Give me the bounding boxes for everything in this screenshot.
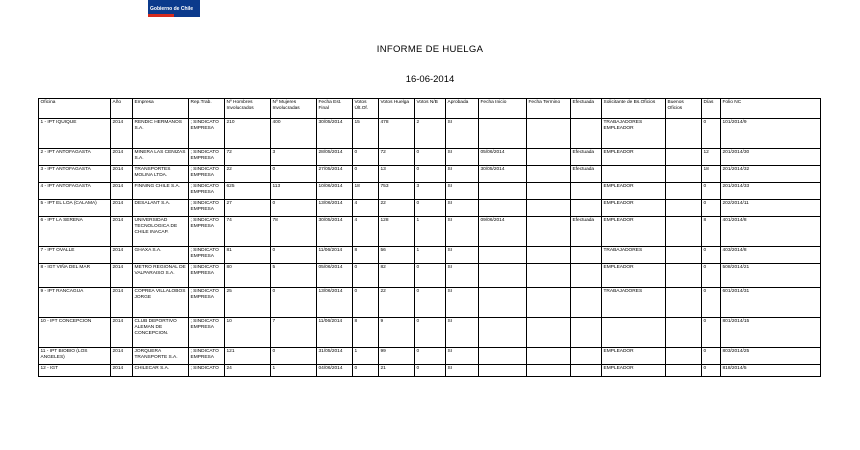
cell-empresa: CLUB DEPORTIVO ALEMAN DE CONCEPCION. [133,318,189,348]
cell-solicitante [602,318,666,348]
cell-buenos [666,149,702,166]
column-header: Folio NC [721,99,821,119]
cell-termino [527,288,571,318]
cell-fecha-final: 31/05/2014 [317,348,353,365]
cell-anio: 2014 [111,247,133,264]
cell-efectuada: Efectuada [571,217,602,247]
cell-votos-nb: 0 [415,348,446,365]
cell-empresa: CHILECAR S.A. [133,365,189,377]
cell-votos-nb: 0 [415,200,446,217]
cell-dias: 18 [702,166,721,183]
cell-efectuada [571,183,602,200]
cell-mujeres: 5 [271,264,317,288]
cell-aprobada: SI [446,264,479,288]
column-header: Efectuada [571,99,602,119]
cell-folio: 201/2014/30 [721,149,821,166]
cell-inicio [479,318,527,348]
cell-hombres: 81 [225,247,271,264]
column-header: Buenos Oficios [666,99,702,119]
cell-empresa: JORQUERA TRANSPORTE S.A. [133,348,189,365]
cell-solicitante [602,166,666,183]
cell-votos-ult: 1 [353,348,379,365]
cell-aprobada: SI [446,365,479,377]
cell-anio: 2014 [111,149,133,166]
cell-rep: ; SINDICATO EMPRESA [189,200,225,217]
cell-hombres: 121 [225,348,271,365]
cell-aprobada: SI [446,247,479,264]
cell-buenos [666,119,702,149]
cell-rep: ; SINDICATO EMPRESA [189,119,225,149]
cell-efectuada: Efectuada [571,149,602,166]
cell-votos-huelga: 13 [379,166,415,183]
table-row [39,217,821,247]
cell-inicio [479,288,527,318]
cell-rep: ; SINDICATO EMPRESA [189,318,225,348]
cell-anio: 2014 [111,183,133,200]
table-row [39,365,821,377]
cell-rep: ; SINDICATO EMPRESA [189,247,225,264]
cell-hombres: 80 [225,264,271,288]
cell-fecha-final: 28/05/2014 [317,149,353,166]
logo-text: Gobierno de Chile [150,6,194,12]
cell-oficina: 4 - IPT ANTOFAGASTA [39,183,111,200]
cell-dias: 0 [702,318,721,348]
column-header: Fecha Termino [527,99,571,119]
cell-aprobada: SI [446,288,479,318]
cell-hombres: 25 [225,288,271,318]
column-header: Votos N/B [415,99,446,119]
cell-folio: 202/2014/11 [721,200,821,217]
cell-fecha-final: 13/06/2014 [317,200,353,217]
cell-folio: 601/2014/31 [721,288,821,318]
cell-rep: ; SINDICATO EMPRESA [189,166,225,183]
cell-mujeres: 0 [271,288,317,318]
cell-inicio: 30/05/2014 [479,166,527,183]
cell-buenos [666,183,702,200]
cell-efectuada [571,247,602,264]
cell-votos-huelga: 478 [379,119,415,149]
cell-rep: ; SINDICATO EMPRESA [189,288,225,318]
cell-votos-huelga: 22 [379,200,415,217]
cell-votos-ult: 15 [353,119,379,149]
cell-empresa: COPREA VILLALOBOS JORGE [133,288,189,318]
cell-fecha-final: 11/06/2014 [317,318,353,348]
cell-dias: 0 [702,365,721,377]
cell-votos-ult: 4 [353,217,379,247]
cell-solicitante: EMPLEADOR [602,149,666,166]
cell-solicitante: EMPLEADOR [602,217,666,247]
cell-votos-huelga: 99 [379,348,415,365]
cell-oficina: 7 - IPT OVALLE [39,247,111,264]
column-header: Días [702,99,721,119]
table-row [39,183,821,200]
cell-mujeres: 400 [271,119,317,149]
cell-dias: 0 [702,348,721,365]
cell-empresa: GHAXA S.A. [133,247,189,264]
cell-mujeres: 0 [271,166,317,183]
cell-votos-nb: 2 [415,119,446,149]
cell-solicitante: EMPLEADOR [602,365,666,377]
cell-votos-ult: 0 [353,264,379,288]
cell-inicio [479,183,527,200]
cell-empresa: FINNING CHILE S.A. [133,183,189,200]
cell-aprobada: SI [446,348,479,365]
cell-dias: 12 [702,149,721,166]
cell-votos-huelga: 753 [379,183,415,200]
cell-anio: 2014 [111,119,133,149]
cell-hombres: 24 [225,365,271,377]
cell-fecha-final: 04/06/2014 [317,365,353,377]
cell-folio: 818/2014/5 [721,365,821,377]
cell-anio: 2014 [111,348,133,365]
cell-termino [527,247,571,264]
cell-hombres: 210 [225,119,271,149]
cell-termino [527,365,571,377]
cell-termino [527,119,571,149]
logo-blue-stripe [174,14,200,17]
cell-anio: 2014 [111,200,133,217]
cell-rep: ; SINDICATO [189,365,225,377]
cell-votos-huelga: 22 [379,288,415,318]
column-header: Solicitante de Bs.Oficios [602,99,666,119]
cell-inicio: 05/06/2014 [479,149,527,166]
cell-anio: 2014 [111,166,133,183]
cell-votos-ult: 0 [353,365,379,377]
cell-termino [527,166,571,183]
cell-aprobada: SI [446,318,479,348]
cell-votos-huelga: 82 [379,264,415,288]
cell-rep: ; SINDICATO EMPRESA [189,149,225,166]
cell-fecha-final: 30/05/2014 [317,217,353,247]
cell-mujeres: 3 [271,149,317,166]
cell-votos-huelga: 56 [379,247,415,264]
cell-inicio [479,348,527,365]
cell-termino [527,217,571,247]
cell-votos-ult: 0 [353,166,379,183]
cell-empresa: TRANSPORTES MOLINA LTDA. [133,166,189,183]
cell-buenos [666,247,702,264]
cell-anio: 2014 [111,217,133,247]
table-row [39,288,821,318]
cell-votos-nb: 1 [415,247,446,264]
cell-aprobada: SI [446,149,479,166]
cell-hombres: 72 [225,149,271,166]
cell-votos-huelga: 128 [379,217,415,247]
cell-termino [527,183,571,200]
cell-dias: 0 [702,247,721,264]
cell-empresa: RENDIC HERMANOS S.A. [133,119,189,149]
cell-mujeres: 0 [271,247,317,264]
cell-oficina: 5 - IPT EL LOA (CALAMA) [39,200,111,217]
cell-hombres: 27 [225,200,271,217]
cell-dias: 8 [702,217,721,247]
cell-oficina: 1 - IPT IQUIQUE [39,119,111,149]
table-row [39,264,821,288]
cell-empresa: DESALANT S.A. [133,200,189,217]
column-header: Votos Huelga [379,99,415,119]
cell-buenos [666,365,702,377]
cell-votos-nb: 0 [415,318,446,348]
cell-efectuada [571,288,602,318]
column-header: Oficina [39,99,111,119]
cell-anio: 2014 [111,365,133,377]
cell-solicitante: EMPLEADOR [602,183,666,200]
cell-hombres: 74 [225,217,271,247]
cell-fecha-final: 13/06/2014 [317,288,353,318]
cell-anio: 2014 [111,318,133,348]
strike-report-table [38,98,821,377]
cell-solicitante: TRABAJADORES [602,288,666,318]
report-date: 16-06-2014 [405,74,455,85]
cell-inicio [479,247,527,264]
cell-votos-ult: 0 [353,288,379,318]
cell-solicitante: EMPLEADOR [602,348,666,365]
cell-folio: 508/2014/21 [721,264,821,288]
cell-oficina: 2 - IPT ANTOFAGASTA [39,149,111,166]
cell-efectuada: Efectuada [571,166,602,183]
cell-buenos [666,200,702,217]
cell-buenos [666,318,702,348]
cell-fecha-final: 30/05/2014 [317,119,353,149]
cell-fecha-final: 05/06/2014 [317,264,353,288]
cell-hombres: 625 [225,183,271,200]
cell-folio: 403/2014/8 [721,247,821,264]
table-row [39,119,821,149]
cell-votos-nb: 0 [415,149,446,166]
cell-folio: 201/2014/33 [721,183,821,200]
column-header: Fecha Est. Final [317,99,353,119]
cell-mujeres: 78 [271,217,317,247]
cell-votos-nb: 3 [415,183,446,200]
column-header: Nº Mujeres Involucradas [271,99,317,119]
cell-inicio [479,264,527,288]
cell-aprobada: SI [446,166,479,183]
cell-oficina: 9 - IPT RANCAGUA [39,288,111,318]
column-header: Votos Últ.Of. [353,99,379,119]
column-header: Nº Hombres Involucrados [225,99,271,119]
cell-fecha-final: 11/06/2014 [317,247,353,264]
cell-votos-huelga: 21 [379,365,415,377]
table-row [39,318,821,348]
cell-votos-ult: 0 [353,149,379,166]
cell-dias: 0 [702,183,721,200]
cell-votos-huelga: 72 [379,149,415,166]
cell-mujeres: 0 [271,348,317,365]
cell-solicitante: EMPLEADOR [602,264,666,288]
cell-termino [527,264,571,288]
cell-fecha-final: 27/05/2014 [317,166,353,183]
cell-buenos [666,348,702,365]
cell-votos-ult: 18 [353,183,379,200]
cell-aprobada: SI [446,200,479,217]
logo-red-stripe [148,14,174,17]
cell-votos-nb: 0 [415,166,446,183]
cell-oficina: 6 - IPT LA SERENA [39,217,111,247]
cell-anio: 2014 [111,288,133,318]
cell-solicitante: TRABAJADORES [602,247,666,264]
column-header: Año [111,99,133,119]
cell-oficina: 11 - IPT BIOBIO (LOS ANGELES) [39,348,111,365]
cell-folio: 401/2014/8 [721,217,821,247]
cell-efectuada [571,200,602,217]
cell-aprobada: SI [446,119,479,149]
cell-hombres: 10 [225,318,271,348]
cell-folio: 201/2014/32 [721,166,821,183]
cell-rep: ; SINDICATO EMPRESA [189,183,225,200]
cell-solicitante: TRABAJADORES EMPLEADOR [602,119,666,149]
table-row [39,247,821,264]
cell-efectuada [571,119,602,149]
cell-rep: ; SINDICATO EMPRESA [189,348,225,365]
cell-folio: 801/2014/15 [721,318,821,348]
cell-buenos [666,166,702,183]
cell-dias: 0 [702,119,721,149]
cell-folio: 803/2014/25 [721,348,821,365]
cell-efectuada [571,264,602,288]
cell-hombres: 22 [225,166,271,183]
cell-buenos [666,264,702,288]
cell-efectuada [571,348,602,365]
cell-termino [527,318,571,348]
table-row [39,348,821,365]
column-header: Empresa [133,99,189,119]
cell-dias: 0 [702,288,721,318]
cell-aprobada: SI [446,183,479,200]
cell-empresa: METRO REGIONAL DE VALPARAISO S.A. [133,264,189,288]
cell-inicio [479,365,527,377]
cell-votos-nb: 0 [415,365,446,377]
cell-anio: 2014 [111,264,133,288]
cell-rep: ; SINDICATO EMPRESA [189,217,225,247]
cell-oficina: 10 - IPT CONCEPCION [39,318,111,348]
cell-buenos [666,288,702,318]
cell-dias: 0 [702,264,721,288]
cell-votos-ult: 8 [353,318,379,348]
table-row [39,149,821,166]
cell-dias: 0 [702,200,721,217]
report-title: INFORME DE HUELGA [376,44,484,55]
column-header: Rep.Trab. [189,99,225,119]
cell-votos-ult: 4 [353,200,379,217]
cell-termino [527,348,571,365]
cell-oficina: 8 - IGT VIÑA DEL MAR [39,264,111,288]
cell-votos-nb: 0 [415,264,446,288]
cell-mujeres: 0 [271,200,317,217]
table-header-row [39,99,821,119]
cell-inicio [479,119,527,149]
cell-empresa: UNIVERSIDAD TECNOLOGICA DE CHILE INACAP. [133,217,189,247]
table-row [39,166,821,183]
cell-buenos [666,217,702,247]
cell-inicio: 09/06/2014 [479,217,527,247]
cell-empresa: MINERA LAS CENIZAS S.A. [133,149,189,166]
table-body [39,119,821,377]
cell-inicio [479,200,527,217]
cell-mujeres: 113 [271,183,317,200]
cell-folio: 101/2014/9 [721,119,821,149]
cell-efectuada [571,365,602,377]
gobierno-de-chile-logo [148,0,200,17]
cell-votos-huelga: 9 [379,318,415,348]
cell-votos-nb: 1 [415,217,446,247]
cell-oficina: 3 - IPT ANTOFAGASTA [39,166,111,183]
column-header: Fecha Inicio [479,99,527,119]
cell-votos-ult: 8 [353,247,379,264]
cell-efectuada [571,318,602,348]
table-row [39,200,821,217]
cell-mujeres: 1 [271,365,317,377]
cell-rep: ; SINDICATO EMPRESA [189,264,225,288]
cell-fecha-final: 10/06/2014 [317,183,353,200]
cell-oficina: 12 - IGT [39,365,111,377]
cell-solicitante: EMPLEADOR [602,200,666,217]
cell-termino [527,149,571,166]
cell-votos-nb: 0 [415,288,446,318]
column-header: Aprobada [446,99,479,119]
cell-aprobada: SI [446,217,479,247]
cell-mujeres: 7 [271,318,317,348]
cell-termino [527,200,571,217]
